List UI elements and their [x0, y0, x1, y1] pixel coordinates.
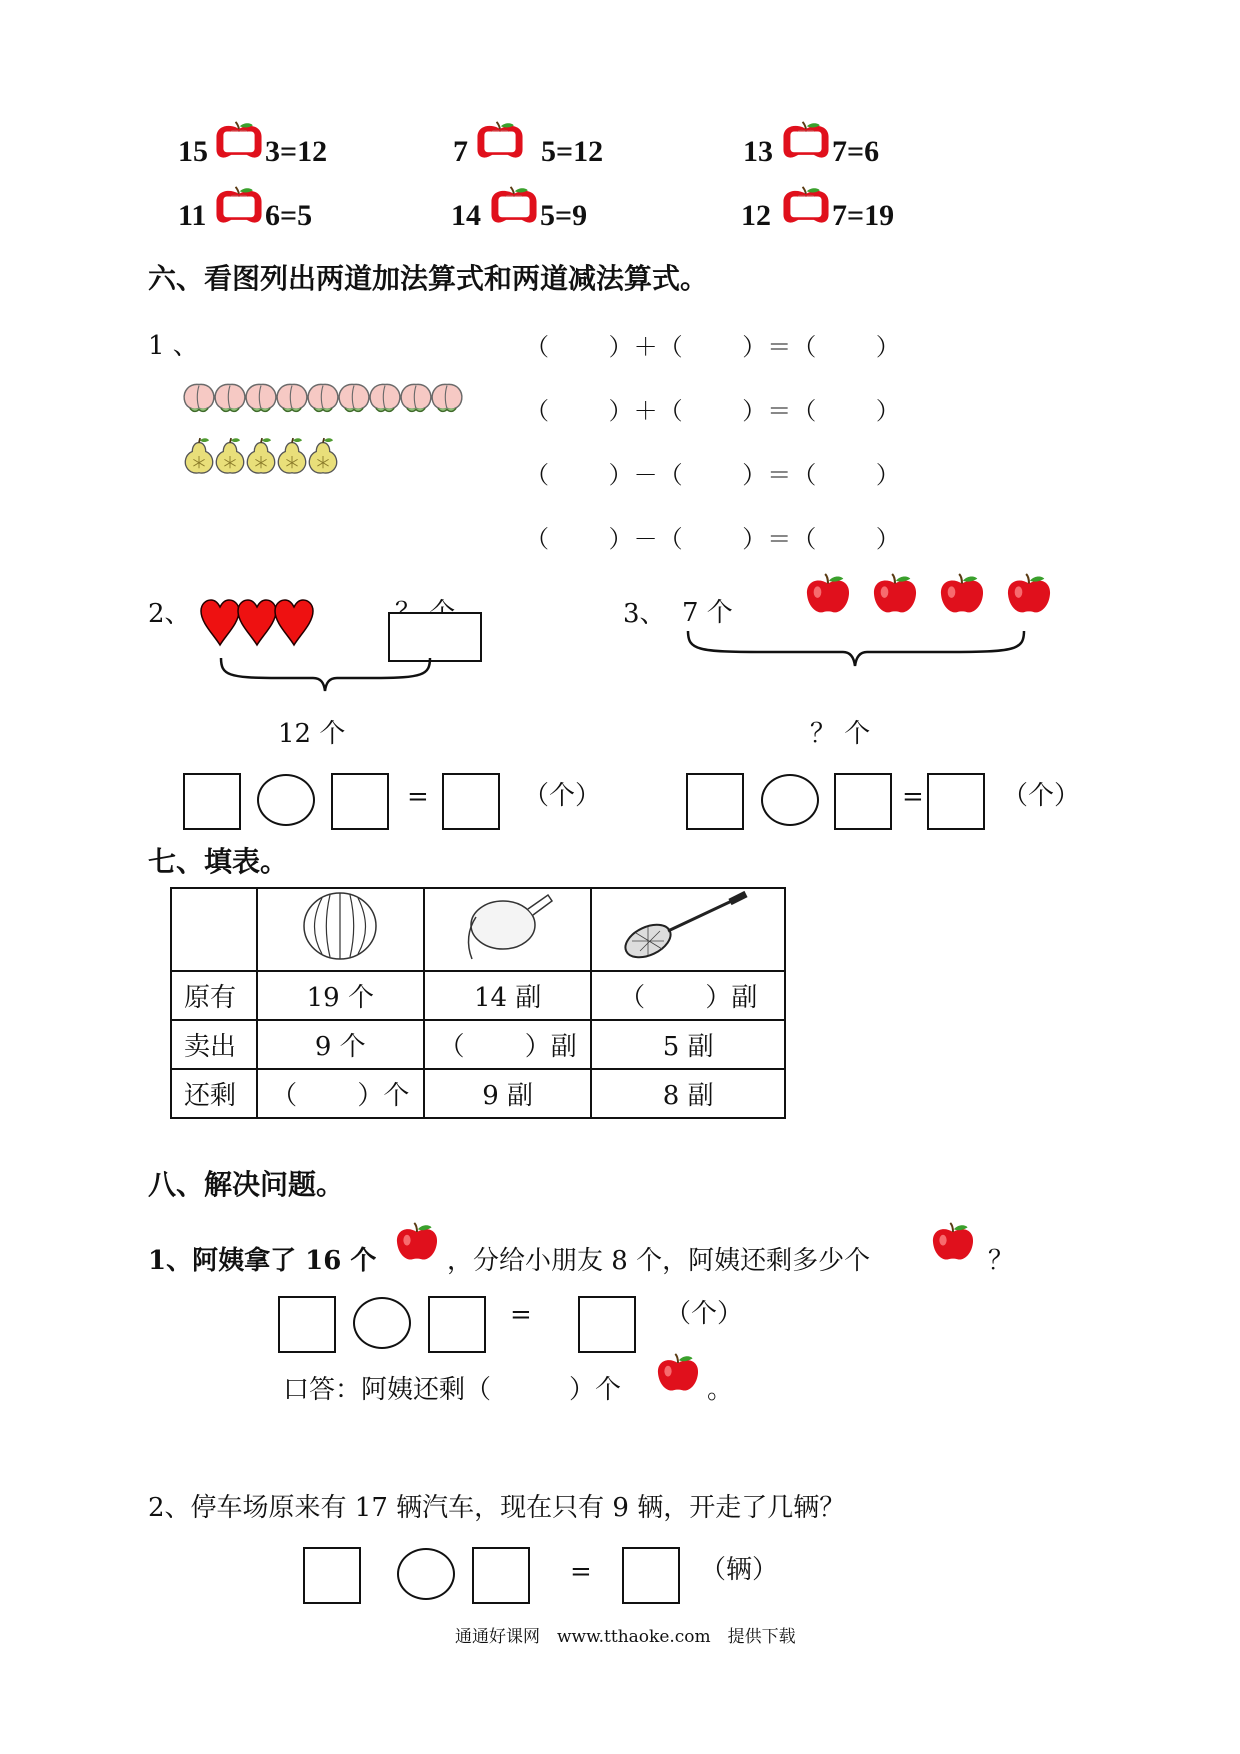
- footer-text: 通通好课网 www.tthaoke.com 提供下载: [455, 1627, 796, 1647]
- answer-box[interactable]: [686, 773, 744, 830]
- table-cell-blank[interactable]: （ ）副: [424, 1020, 591, 1069]
- apple-icon: [394, 1222, 440, 1262]
- table-cell-blank[interactable]: （ ）副: [591, 971, 785, 1020]
- operator-oval[interactable]: [353, 1297, 411, 1349]
- row-label: 卖出: [171, 1020, 257, 1069]
- heart-icon: [238, 600, 276, 645]
- q3-unknown: ？ 个: [810, 719, 871, 749]
- answer-box[interactable]: [834, 773, 892, 830]
- table-cell: 9 副: [424, 1069, 591, 1118]
- equals-sign: =: [570, 1557, 592, 1587]
- apple-icon: [655, 1353, 701, 1393]
- answer-box[interactable]: [303, 1547, 361, 1604]
- pear-icon: [309, 438, 336, 473]
- table-cell: 19 个: [257, 971, 424, 1020]
- apple-blank-icon[interactable]: [488, 186, 540, 226]
- row-label: 还剩: [171, 1069, 257, 1118]
- equation-right: 5=12: [541, 135, 604, 168]
- equation-right: 5=9: [540, 199, 588, 232]
- apple-blank-icon[interactable]: [213, 186, 265, 226]
- q2-total: 12 个: [278, 719, 346, 749]
- oral-answer-end: 。: [707, 1375, 734, 1405]
- peach-icon: [277, 384, 307, 411]
- table-cell: 9 个: [257, 1020, 424, 1069]
- apple-equation-1: [178, 135, 208, 169]
- header-paddle: [424, 888, 591, 971]
- badminton-racket-icon: [618, 889, 758, 963]
- heart-icon: [275, 600, 313, 645]
- peach-icon: [308, 384, 338, 411]
- unit-label: （个）: [665, 1299, 744, 1329]
- table-cell: 8 副: [591, 1069, 785, 1118]
- apple-icon: [938, 573, 986, 615]
- answer-line-4[interactable]: （ ）－（ ）＝（ ）: [525, 525, 901, 553]
- pear-icon: [185, 438, 212, 473]
- header-ball: [257, 888, 424, 971]
- apple-blank-icon[interactable]: [780, 121, 832, 161]
- peach-icon: [246, 384, 276, 411]
- answer-box[interactable]: [622, 1547, 680, 1604]
- brace-icon: [218, 655, 433, 695]
- problem1-text-b: ，分给小朋友 8 个，阿姨还剩多少个: [447, 1246, 871, 1276]
- operator-oval[interactable]: [761, 774, 819, 826]
- answer-box[interactable]: [183, 773, 241, 830]
- peach-icon: [184, 384, 214, 411]
- answer-box[interactable]: [927, 773, 985, 830]
- pear-icon: [278, 438, 305, 473]
- apple-icon: [804, 573, 852, 615]
- table-cell-blank[interactable]: （ ）个: [257, 1069, 424, 1118]
- q3-label: 3、: [623, 599, 666, 629]
- ball-icon: [300, 890, 380, 962]
- apple-icon: [930, 1222, 976, 1262]
- answer-line-1[interactable]: （ ）＋（ ）＝（ ）: [525, 333, 901, 361]
- equation-right: 7=6: [832, 135, 880, 168]
- equation-left: 7: [453, 135, 468, 168]
- answer-box[interactable]: [278, 1296, 336, 1353]
- peach-row: [182, 380, 482, 416]
- hearts-group: [200, 595, 320, 651]
- inventory-table: [170, 887, 786, 1119]
- equation-left: 14: [451, 199, 481, 232]
- equation-left: 15: [178, 135, 208, 168]
- brace-icon: [685, 628, 1027, 670]
- apple-icon: [1005, 573, 1053, 615]
- equals-sign: =: [407, 782, 429, 812]
- section7-title: 七、填表。: [148, 845, 289, 878]
- heart-icon: [201, 600, 239, 645]
- section8-title: 八、解决问题。: [148, 1168, 345, 1201]
- section6-title: 六、看图列出两道加法算式和两道减法算式。: [148, 262, 709, 295]
- peach-icon: [401, 384, 431, 411]
- unit-label: （个）: [1002, 781, 1081, 811]
- operator-oval[interactable]: [397, 1548, 455, 1600]
- equation-left: 12: [741, 199, 771, 232]
- answer-box[interactable]: [472, 1547, 530, 1604]
- peach-icon: [432, 384, 462, 411]
- peach-icon: [215, 384, 245, 411]
- peach-icon: [339, 384, 369, 411]
- row-label: 原有: [171, 971, 257, 1020]
- operator-oval[interactable]: [257, 774, 315, 826]
- equation-right: 6=5: [265, 199, 313, 232]
- answer-box[interactable]: [442, 773, 500, 830]
- header-racket: [591, 888, 785, 971]
- answer-line-3[interactable]: （ ）－（ ）＝（ ）: [525, 461, 901, 489]
- answer-box[interactable]: [428, 1296, 486, 1353]
- equation-right: 3=12: [265, 135, 328, 168]
- ping-pong-paddle-icon: [458, 889, 558, 963]
- problem1-text-c: ？: [988, 1246, 1015, 1276]
- problem1-text-a: 1、阿姨拿了 16 个: [148, 1246, 377, 1276]
- answer-line-2[interactable]: （ ）＋（ ）＝（ ）: [525, 397, 901, 425]
- unit-label: （个）: [523, 781, 602, 811]
- table-cell: 5 副: [591, 1020, 785, 1069]
- pear-icon: [247, 438, 274, 473]
- apple-blank-icon[interactable]: [780, 186, 832, 226]
- q1-label: 1 、: [148, 331, 199, 361]
- equation-left: 13: [743, 135, 773, 168]
- peach-icon: [370, 384, 400, 411]
- problem2-text: 2、停车场原来有 17 辆汽车，现在只有 9 辆，开走了几辆？: [148, 1493, 846, 1523]
- apple-blank-icon[interactable]: [474, 121, 526, 161]
- unit-label: （辆）: [700, 1555, 779, 1585]
- pear-icon: [216, 438, 243, 473]
- q2-label: 2、: [148, 599, 191, 629]
- oral-answer[interactable]: 口答：阿姨还剩（ ）个: [283, 1375, 622, 1405]
- pear-row: [182, 437, 352, 477]
- table-cell: 14 副: [424, 971, 591, 1020]
- equation-left: 11: [178, 199, 207, 232]
- equals-sign: =: [902, 782, 924, 812]
- equals-sign: =: [510, 1300, 532, 1330]
- q3-known: 7 个: [682, 598, 733, 628]
- table-corner-cell: [171, 888, 257, 971]
- answer-box[interactable]: [331, 773, 389, 830]
- apple-icon: [871, 573, 919, 615]
- apple-blank-icon[interactable]: [213, 121, 265, 161]
- equation-right: 7=19: [832, 199, 895, 232]
- answer-box[interactable]: [578, 1296, 636, 1353]
